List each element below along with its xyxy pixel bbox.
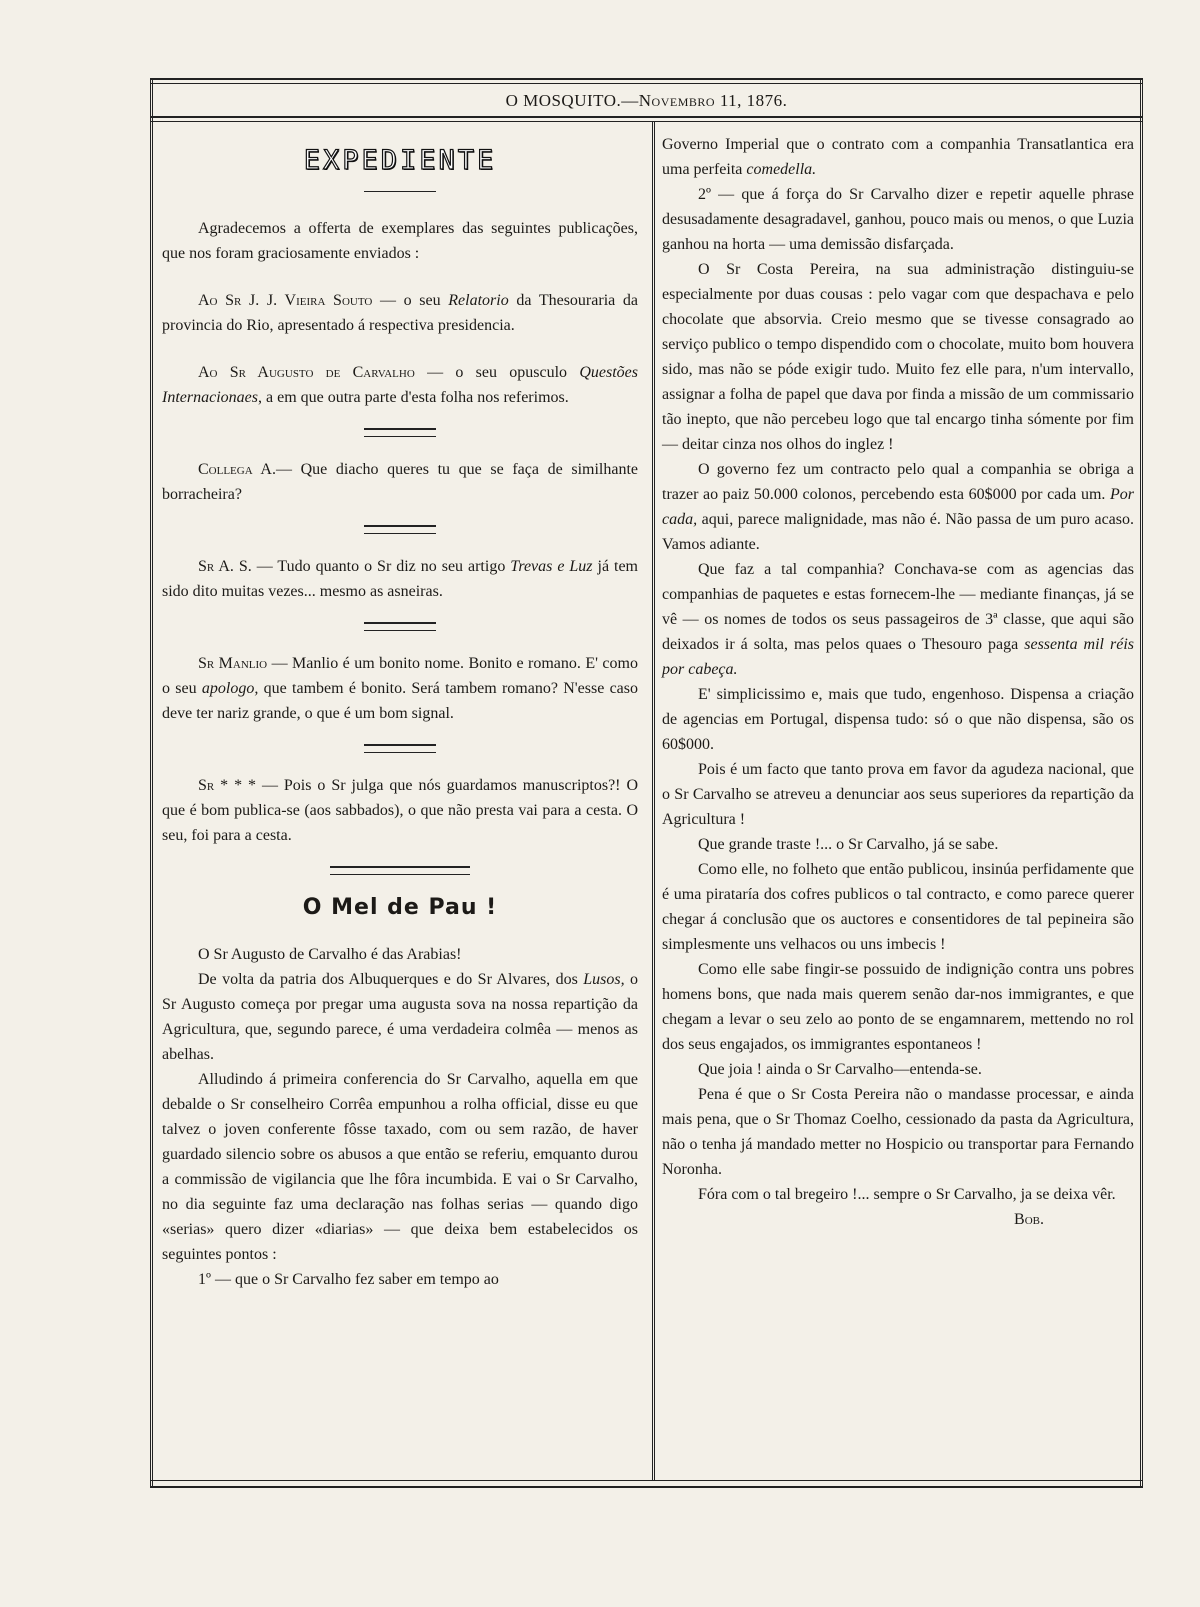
notice-carvalho: Ao Sr Augusto de Carvalho — o seu opusculo Questões Internacionaes, a em que outra parte d'esta folha nos referimos.	[162, 364, 638, 406]
article-paragraph: Como elle, no folheto que então publicou, insinúa perfidamente que é uma pirataría dos cofres publicos o tal contracto, e como parece querer chegar á conclusão que os auctores e consentidores de tal pepineira são simplesmente uns velhacos ou uns imbecis !	[662, 861, 1134, 953]
article-paragraph: 2º — que á força do Sr Carvalho dizer e repetir aquelle phrase desusadamente desagradavel, ganhou, pouco mais ou menos, o que Luzia ganhou na horta — uma demissão disfarçada.	[662, 186, 1134, 253]
signature: Bob.	[1014, 1211, 1044, 1228]
header-month: —Novembro	[621, 91, 716, 110]
article-paragraph: Que joia ! ainda o Sr Carvalho—entenda-se.	[698, 1061, 982, 1078]
article-paragraph: Como elle sabe fingir-se possuido de indignição contra uns pobres homens bons, que nada mais querem senão dar-nos immigrantes, e que chegam a levar o seu zelo ao ponto de se engamnarem, mettendo no rol dos seus engajados, os immigrantes espontaneos !	[662, 961, 1134, 1053]
right-column	[662, 132, 1134, 1232]
title-rule	[364, 191, 436, 192]
bottom-rule	[150, 1480, 1143, 1488]
article-paragraph: Fóra com o tal bregeiro !... sempre o Sr Carvalho, ja se deixa vêr.	[698, 1186, 1116, 1203]
section-title: EXPEDIENTE	[303, 145, 497, 176]
page-header	[150, 88, 1143, 114]
article-paragraph: Governo Imperial que o contrato com a companhia Transatlantica era uma perfeita comedella.	[662, 136, 1134, 178]
column-divider	[652, 122, 655, 1480]
article-paragraph: 1º — que o Sr Carvalho fez saber em tempo ao	[198, 1271, 499, 1288]
article-paragraph: E' simplicissimo e, mais que tudo, engenhoso. Dispensa a criação de agencias em Portugal, dispensa tudo: só o que não dispensa, são os 60$000.	[662, 686, 1134, 753]
article-paragraph: O Sr Costa Pereira, na sua administração distinguiu-se especialmente por duas cousas : pelo vagar com que despachava e pelo chocolate que absorvia. Creio mesmo que se tivesse consagrado ao serviço publico o tempo dispendido com o chocolate, muito bom houvera sido, mas não se póde exigir tudo. Muito fez elle para, n'um intervallo, assignar a folha de papel que dava por finda a missão de um commissario tão inepto, que não percebeu logo que tal encargo tinha sómente por fim — deitar cinza nos olhos do inglez !	[662, 261, 1134, 453]
notice-collega: Collega A.— Que diacho queres tu que se faça de similhante borracheira?	[162, 461, 638, 503]
separator	[330, 866, 470, 875]
notice-anonymous: Sr * * * — Pois o Sr julga que nós guardamos manuscriptos?! O que é bom publica-se (aos sabbados), o que não presta vai para a cesta. O seu, foi para a cesta.	[162, 777, 638, 844]
article-paragraph: Alludindo á primeira conferencia do Sr Carvalho, aquella em que debalde o Sr conselheiro Corrêa empunhou a rolha official, disse eu que talvez o joven conferente fôsse taxado, com ou sem razão, de haver guardado silencio sobre os abusos a que então se referiu, emquanto durou a commissão de vigilancia que lhe fôra incumbida. E vai o Sr Carvalho, no dia seguinte faz uma declaração nas folhas serias — quando digo «serias» quero dizer «diarias» — que deixa bem estabelecidos os seguintes pontos :	[162, 1071, 638, 1263]
article-paragraph: O governo fez um contracto pelo qual a companhia se obriga a trazer ao paiz 50.000 colonos, percebendo esta 60$000 por cada um. Por cada, aqui, parece malignidade, mas não é. Não passa de um puro acaso. Vamos adiante.	[662, 461, 1134, 553]
notice-souto: Ao Sr J. J. Vieira Souto — o seu Relatorio da Thesouraria da provincia do Rio, apresentado á respectiva presidencia.	[162, 292, 638, 334]
article-paragraph: Que faz a tal companhia? Conchava-se com as agencias das companhias de paquetes e estas fornecem-lhe — mediante finanças, já se vê — os nomes de todos os seus passageiros de 3ª classe, que aqui são deixados ir á solta, mas pelos quaes o Thesouro paga sessenta mil réis por cabeça.	[662, 561, 1134, 678]
article-paragraph: Pena é que o Sr Costa Pereira não o mandasse processar, e ainda mais pena, que o Sr Thomaz Coelho, cessionado da pasta da Agricultura, não o tenha já mandado metter no Hospicio ou transportar para Fernando Noronha.	[662, 1086, 1134, 1178]
intro-paragraph: Agradecemos a offerta de exemplares das seguintes publicações, que nos foram graciosamente enviados :	[162, 220, 638, 262]
header-rule	[150, 116, 1143, 122]
publication-name: O MOSQUITO.	[505, 91, 622, 110]
notice-manlio: Sr Manlio — Manlio é um bonito nome. Bonito e romano. E' como o seu apologo, que tambem é bonito. Será tambem romano? N'esse caso deve ter nariz grande, o que é um bom signal.	[162, 655, 639, 722]
article-paragraph: De volta da patria dos Albuquerques e do Sr Alvares, dos Lusos, o Sr Augusto começa por pregar uma augusta sova na nossa repartição da Agricultura, que, segundo parece, é uma verdadeira colmêa — menos as abelhas.	[162, 971, 639, 1063]
notice-as: Sr A. S. — Tudo quanto o Sr diz no seu artigo Trevas e Luz já tem sido dito muitas vezes... mesmo as asneiras.	[162, 558, 638, 600]
article-paragraph: Que grande traste !... o Sr Carvalho, já se sabe.	[698, 836, 999, 853]
header-date: 11, 1876.	[719, 91, 788, 110]
left-column	[162, 128, 638, 1292]
separator	[364, 525, 436, 534]
separator	[364, 744, 436, 753]
separator	[364, 428, 436, 437]
top-rule	[150, 78, 1143, 84]
separator	[364, 622, 436, 631]
article-paragraph: O Sr Augusto de Carvalho é das Arabias!	[198, 946, 462, 963]
article-title: O Mel de Pau !	[302, 895, 498, 920]
article-paragraph: Pois é um facto que tanto prova em favor da agudeza nacional, que o Sr Carvalho se atreveu a denunciar aos seus superiores da repartição da Agricultura !	[662, 761, 1134, 828]
